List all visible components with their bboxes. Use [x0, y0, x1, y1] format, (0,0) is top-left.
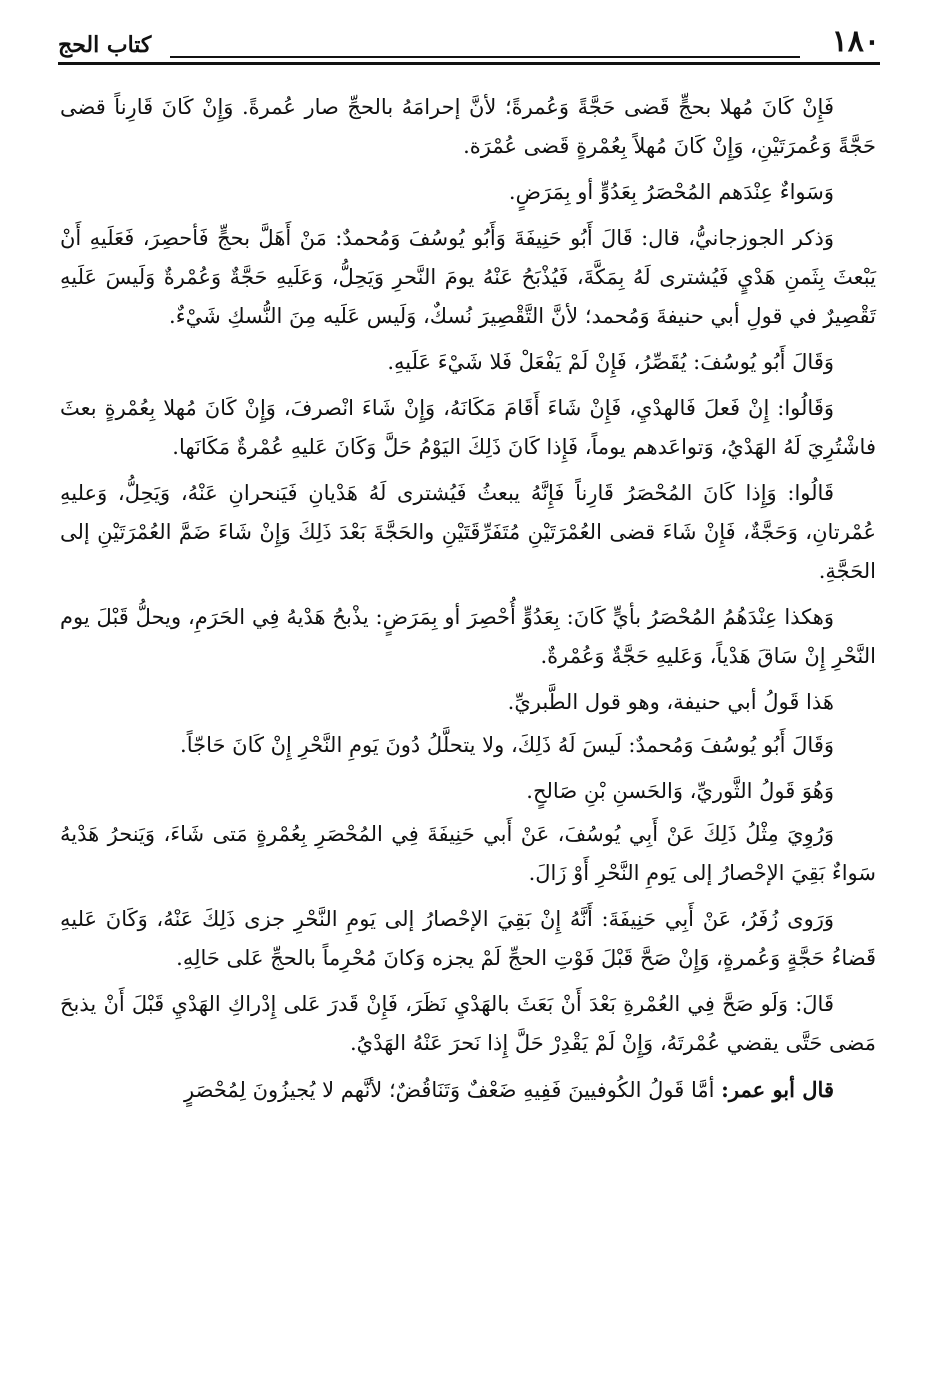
- paragraph: وَهكذا عِنْدَهُمُ المُحْصَرُ بأيٍّ كَانَ: بِعَدُوٍّ أُحْصِرَ أو بِمَرَضٍ: يذْبحُ هَدْيهُ فِي الحَرَمِ، ويحلُّ قَبْلَ يوم النَّحْرِ إِنْ سَاقَ هَدْياً، وَعَليهِ حَجَّةٌ وَعُمْرةٌ.: [60, 605, 876, 668]
- paragraph: هَذا قَولُ أبي حنيفة، وهو قول الطَّبريِّ.: [507, 690, 834, 714]
- page-number: ١٨٠: [831, 24, 880, 59]
- paragraph: قَالُوا: وَإِذا كَانَ المُحْصَرُ قَارِناً فَإِنَّهُ يبعثُ فَيُشترى لَهُ هَدْيانِ فَيَنحرانِ عَنْهُ، وَيَحِلُّ، وَعليهِ عُمْرتانِ، وَحَجَّةٌ، فَإِنْ شَاءَ قضى العُمْرَتَيْنِ مُتَفَرِّقَتَيْنِ والحَجَّةَ بَعْدَ ذَلِكَ وَإِنْ شَاءَ ضَمَّ العُمْرَتَيْنِ إلى الحَجَّةِ.: [60, 481, 876, 583]
- paragraph: وَقَالُوا: إِنْ فَعلَ فَالهدْيِ، فَإِنْ شَاءَ أَقَامَ مَكَانَهُ، وَإِنْ شَاءَ انْصرفَ، وَإِنْ كَانَ مُهلا بِعُمْرةٍ بعثَ فاشْتُرِيَ لَهُ الهَدْيُ، وَتواعَدهم يوماً، فَإِذا كَانَ ذَلِكَ اليَوْمُ حَلَّ وَكَانَ عَليهِ عُمْرةٌ مَكَانَها.: [60, 396, 876, 459]
- paragraph: وَرَوى زُفَرُ، عَنْ أَبِي حَنِيفَةَ: أَنَّهُ إِنْ بَقِيَ الإحْصارُ إلى يَومِ النَّحْرِ جزى ذَلِكَ عَنْهُ، وَكَانَ عَليهِ قَضاءُ حَجَّةٍ وَعُمرةٍ، وَإِنْ صَحَّ قَبْلَ فَوْتِ الحجِّ لَمْ يجزه وَكانَ مُحْرِماً بالحجِّ عَلى حَالِهِ.: [60, 907, 876, 970]
- header-rule: [170, 56, 800, 58]
- page-header: [58, 22, 880, 66]
- header-divider: [58, 62, 880, 69]
- page-body: [60, 88, 876, 1344]
- paragraph-text: أمَّا قَولُ الكُوفيينَ فَفِيهِ ضَعْفٌ وَتَنَاقُضٌ؛ لأنَّهم لا يُجيزُونَ لِمُحْصَرٍ: [184, 1078, 722, 1102]
- paragraph: وَذكر الجوزجانيُّ، قال: قَالَ أَبُو حَنِيفَةَ وَأَبُو يُوسُفَ وَمُحمدٌ: مَنْ أَهَلَّ بحجٍّ فَأحصِرَ، فَعَلَيهِ أَنْ يَبْعثَ بِثَمنِ هَدْيٍ فَيُشترى لَهُ بِمَكَّةَ، فَيُذْبَحُ عَنْهُ يومَ النَّحرِ وَيَحِلُّ، وَعَلَيهِ حَجَّةٌ وَعُمْرةٌ وَلَيسَ عَلَيهِ تَقْصِيرٌ في قولِ أبي حنيفةَ وَمُحمد؛ لأنَّ التَّقْصِيرَ نُسكٌ، وَلَيس عَلَيه مِنَ النُّسكِ شَيْءٌ.: [60, 226, 876, 328]
- paragraph: قَالَ: وَلَو صَحَّ فِي العُمْرةِ بَعْدَ أَنْ بَعَثَ بالهَدْيِ نَظَرَ، فَإِنْ قَدرَ عَلى إِدْراكِ الهَدْيِ قَبْلَ أَنْ يذبحَ مَضى حَتَّى يقضي عُمْرتَهُ، وَإِنْ لَمْ يَقْدِرْ حَلَّ إِذا نَحرَ عَنْهُ الهَدْيُ.: [60, 992, 876, 1055]
- paragraph: وَقَالَ أَبُو يُوسُفَ وَمُحمدٌ: لَيسَ لَهُ ذَلِكَ، ولا يتحلَّلُ دُونَ يَومِ النَّحْرِ إِنْ كَانَ حَاجّاً.: [180, 733, 834, 757]
- paragraph: وَهُوَ قَولُ الثَّوريِّ، وَالحَسنِ بْنِ صَالحٍ.: [526, 779, 834, 803]
- paragraph: وَسَواءٌ عِنْدَهم المُحْصَرُ بِعَدُوٍّ أو بِمَرَضٍ.: [508, 180, 834, 204]
- running-title: كتاب الحج: [58, 32, 152, 58]
- paragraph: وَرُوِيَ مِثْلُ ذَلِكَ عَنْ أَبِي يُوسُفَ، عَنْ أَبي حَنِيفَةَ فِي المُحْصَرِ بِعُمْرةٍ مَتى شَاءَ، وَيَنحرُ هَدْيهُ سَواءٌ بَقِيَ الإحْصارُ إلى يَومِ النَّحْرِ أَوْ زَالَ.: [60, 822, 876, 885]
- paragraph: وَقَالَ أَبُو يُوسُفَ: يُقَصِّرُ، فَإِنْ لَمْ يَفْعَلْ فَلا شَيْءَ عَلَيهِ.: [387, 350, 834, 374]
- paragraph: فَإِنْ كَانَ مُهلا بحجٍّ قَضى حَجَّةً وَعُمرةً؛ لأنَّ إحرامَهُ بالحجِّ صار عُمرةً. وَإِنْ كَانَ قَارِناً قضى حَجَّةً وَعُمرَتَيْنِ، وَإِنْ كَانَ مُهلاً بِعُمْرةٍ قَضى عُمْرَة.: [60, 95, 876, 158]
- paragraph-last: [60, 1070, 876, 1110]
- speaker-lead: قال أبو عمر:: [721, 1077, 834, 1102]
